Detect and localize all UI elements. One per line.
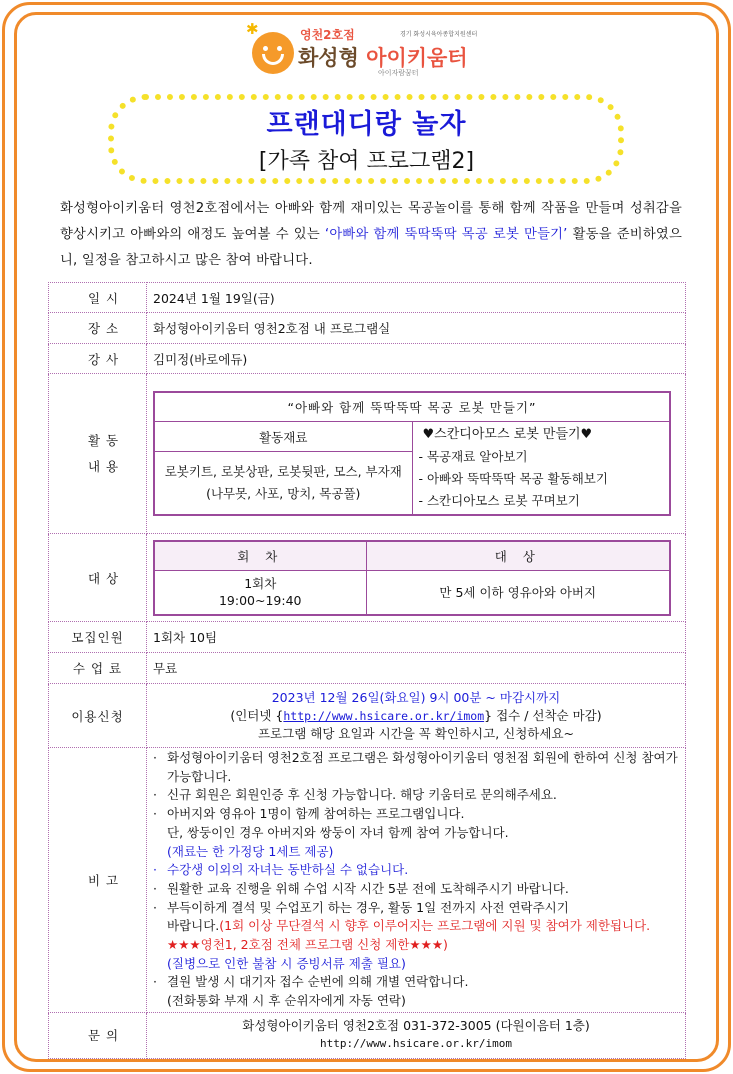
row-recruit xyxy=(49,622,686,653)
logo-tagline: 아이자람꿈터 xyxy=(378,69,419,77)
logo xyxy=(246,20,488,86)
value-fee: 무료 xyxy=(147,653,686,684)
value-date: 2024년 1월 19일(금) xyxy=(147,283,686,313)
step-item: - 목공재료 알아보기 xyxy=(418,449,528,465)
activity-title: “아빠와 함께 뚝딱뚝딱 목공 로봇 만들기” xyxy=(154,392,670,422)
target-value: 만 5세 이하 영유아와 아버지 xyxy=(366,571,670,615)
activity-table xyxy=(153,391,671,517)
contact-cell xyxy=(147,1012,686,1058)
apply-cell xyxy=(147,684,686,748)
value-recruit: 1회차 10팀 xyxy=(147,622,686,653)
label-notes: 비 고 xyxy=(49,748,147,1013)
apply-method: (인터넷 {http://www.hsicare.or.kr/imom} 접수 / 선착순 마감) xyxy=(230,707,602,723)
apply-period: 2023년 12월 26일(화요일) 9시 00분 ~ 마감시까지 xyxy=(271,689,561,705)
notes-cell: · 화성형아이키움터 영천2호점 프로그램은 화성형아이키움터 영천점 회원에 한하여 신청 참여가 가능합니다. · 신규 회원은 회원인증 후 신청 가능합니다. 해당 키움터로 문의해주세요. · 아버지와 영유아 1명이 함께 참여하는 프로그램입니다. 단, 쌍둥이인 경우 아버지와 쌍둥이 자녀 함께 참여 가능합니다. (재료는 한 가정당 1세트 제공) · 수강생 이외의 자녀는 동반하실 수 없습니다. · 원활한 교육 진행을 위해 수업 시작 시간 5분 전에 도착해주시기 바랍니다. · 부득이하게 결석 및 수업포기 하는 경우, 활동 1일 전까지 사전 연락주시기 바랍니다.(1회 이상 무단결석 시 향후 이루어지는 프로그램에 지원 및 참여가 제한됩니다. ★★★영천1, 2호점 전체 프로그램 신청 제한★★★) (질병으로 인한 불참 시 증빙서류 제출 필요) · 결원 발생 시 대기자 접수 순번에 의해 개별 연락합니다. (전화통화 부재 시 후 순위자에게 자동 연락) xyxy=(147,748,686,1013)
note-item: · 아버지와 영유아 1명이 함께 참여하는 프로그램입니다. xyxy=(153,806,465,822)
label-recruit: 모집인원 xyxy=(49,622,147,653)
intro-paragraph: 화성형아이키움터 영천2호점에서는 아빠와 함께 재미있는 목공놀이를 통해 함께 작품을 만들며 성취감을 향상시키고 아빠와의 애정도 높여볼 수 있는 ‘아빠와 함께 뚝딱뚝딱 목공 로봇 만들기’ 활동을 준비하였으니, 일정을 참고하시고 많은 참여 바랍니다. xyxy=(60,201,682,268)
value-instructor: 김미정(바로에듀) xyxy=(147,344,686,374)
label-apply: 이용신청 xyxy=(49,684,147,748)
step-item: - 스칸디아모스 로봇 꾸며보기 xyxy=(418,493,580,509)
contact-url[interactable]: http://www.hsicare.or.kr/imom xyxy=(319,1037,513,1051)
contact-info: 화성형아이키움터 영천2호점 031-372-3005 (다원이음터 1층) xyxy=(242,1018,590,1034)
label-date: 일 시 xyxy=(49,283,147,313)
apply-notice: 프로그램 해당 요일과 시간을 꼭 확인하시고, 신청하세요~ xyxy=(257,725,574,741)
row-contact xyxy=(49,1012,686,1058)
label-instructor: 강 사 xyxy=(49,344,147,374)
label-activity: 활 동 내 용 xyxy=(49,374,147,534)
steps-cell xyxy=(412,422,670,516)
note-item: · 원활한 교육 진행을 위해 수업 시작 시간 5분 전에 도착해주시기 바랍니다. xyxy=(153,880,569,896)
row-notes xyxy=(49,748,686,1013)
note-item: · 수강생 이외의 자녀는 동반하실 수 없습니다. xyxy=(153,862,409,878)
logo-branch: 영천2호점 xyxy=(300,28,355,42)
label-fee: 수 업 료 xyxy=(49,653,147,684)
row-target xyxy=(49,534,686,622)
step-item: - 아빠와 뚝딱뚝딱 목공 활동해보기 xyxy=(418,471,608,487)
row-apply xyxy=(49,684,686,748)
page-subtitle: [가족 참여 프로그램2] xyxy=(258,149,475,174)
note-item: · 결원 발생 시 대기자 접수 순번에 의해 개별 연락합니다. xyxy=(153,974,469,990)
apply-link[interactable]: http://www.hsicare.or.kr/imom xyxy=(283,708,485,723)
note-item: · 부득이하게 결석 및 수업포기 하는 경우, 활동 1일 전까지 사전 연락주시기 xyxy=(153,899,569,915)
steps-header: ♥스칸디아모스 로봇 만들기♥ xyxy=(422,427,593,443)
label-contact: 문 의 xyxy=(49,1012,147,1058)
col-session: 회 차 xyxy=(154,541,366,571)
materials-header: 활동재료 xyxy=(154,422,412,452)
note-item: · 화성형아이키움터 영천2호점 프로그램은 화성형아이키움터 영천점 회원에 한하여 신청 참여가 가능합니다. xyxy=(153,750,678,784)
session-cell: 1회차 19:00~19:40 xyxy=(154,571,366,615)
label-target: 대 상 xyxy=(49,534,147,622)
info-table xyxy=(48,282,686,1059)
target-table xyxy=(153,540,671,616)
intro-highlight: ‘아빠와 함께 뚝딱뚝딱 목공 로봇 만들기’ xyxy=(324,227,568,242)
row-activity xyxy=(49,374,686,534)
warning-text: (1회 이상 무단결석 시 향후 이루어지는 프로그램에 지원 및 참여가 제한됩니다. ★★★영천1, 2호점 전체 프로그램 신청 제한★★★) xyxy=(167,918,651,953)
row-place xyxy=(49,313,686,344)
logo-agency: 경기 화성시육아종합지원센터 xyxy=(400,31,478,38)
page-title: 프랜대디랑 놀자 xyxy=(266,109,467,140)
value-place: 화성형아이키움터 영천2호점 내 프로그램실 xyxy=(147,313,686,344)
col-target: 대 상 xyxy=(366,541,670,571)
label-place: 장 소 xyxy=(49,313,147,344)
row-date xyxy=(49,283,686,313)
star-icon: ✱ xyxy=(246,20,259,38)
smiley-face-icon xyxy=(252,32,294,74)
materials-list: 로봇키트, 로봇상판, 로봇뒷판, 모스, 부자재(나무못, 사포, 망치, 목공풀) xyxy=(154,452,412,516)
row-fee xyxy=(49,653,686,684)
activity-cell xyxy=(147,374,686,534)
target-cell xyxy=(147,534,686,622)
logo-name: 화성형 아이키움터 xyxy=(298,46,468,70)
row-instructor xyxy=(49,344,686,374)
note-item: · 신규 회원은 회원인증 후 신청 가능합니다. 해당 키움터로 문의해주세요. xyxy=(153,787,557,803)
